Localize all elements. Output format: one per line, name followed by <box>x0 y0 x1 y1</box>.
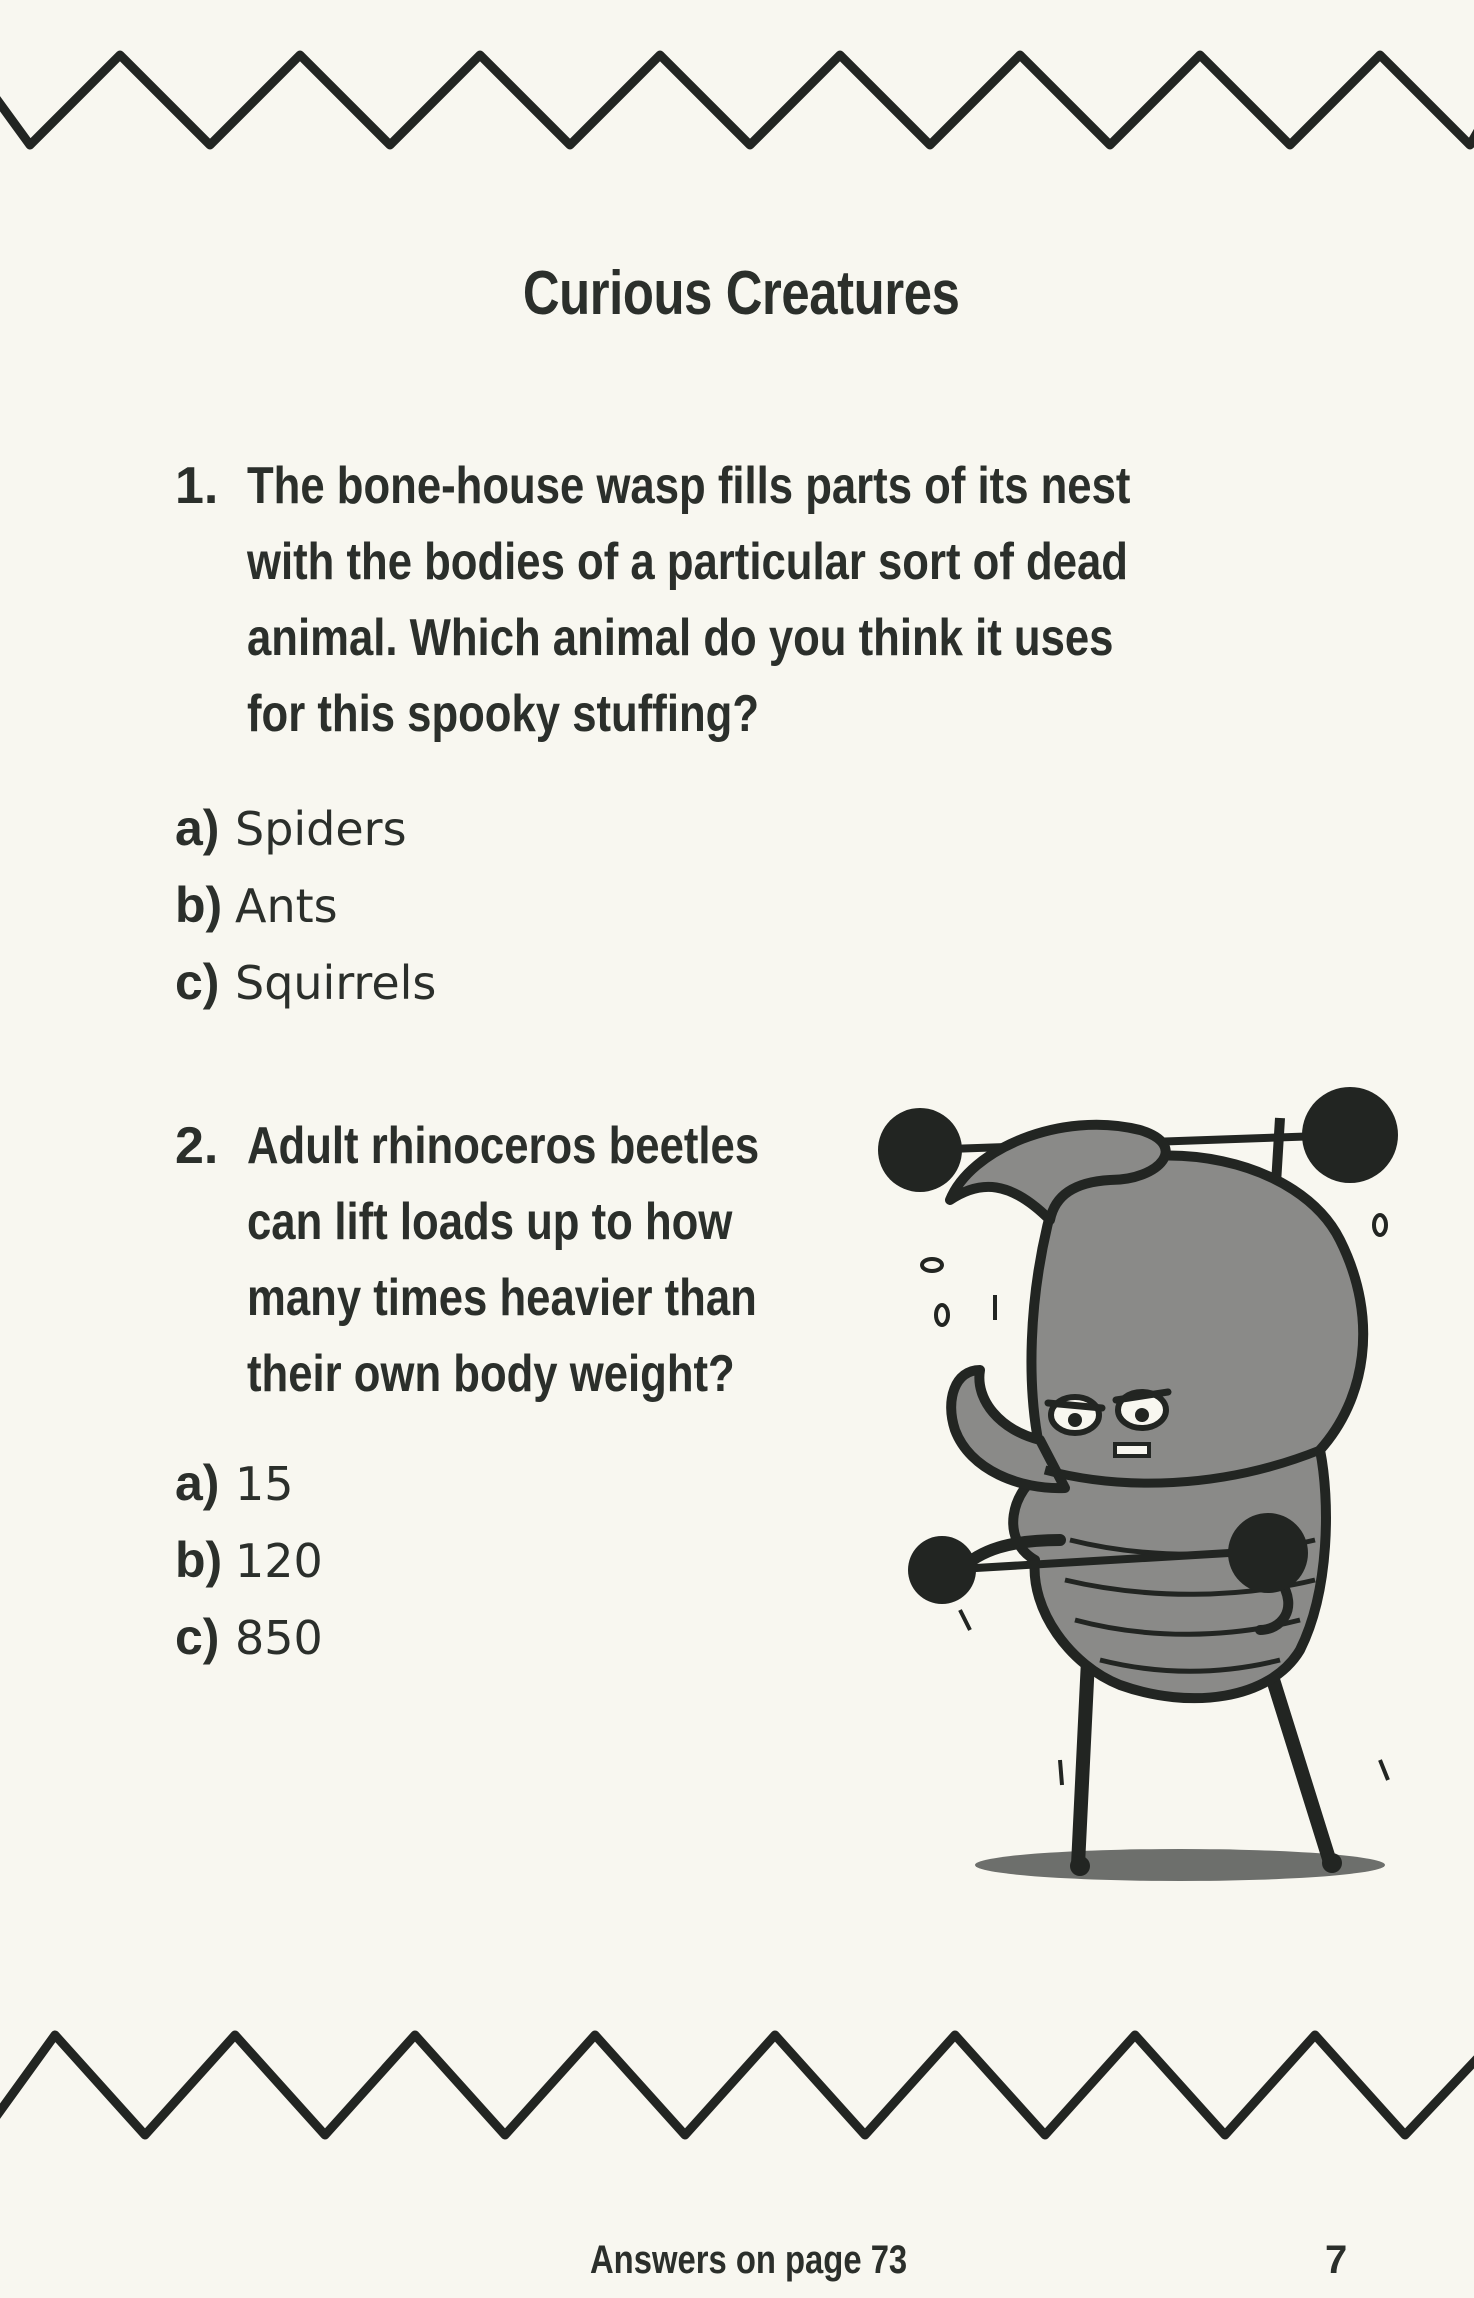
page-title: Curious Creatures <box>522 259 960 328</box>
question-line: Adult rhinoceros beetles <box>247 1117 760 1175</box>
answer-option: c) 850 <box>175 1609 323 1665</box>
question-text <box>247 1108 759 1412</box>
question-line: animal. Which animal do you think it uses <box>247 609 1114 667</box>
answer-option: b) Ants <box>175 877 338 933</box>
question-number: 2. <box>175 1117 219 1175</box>
answer-options-1 <box>175 790 436 1021</box>
answer-option: a) 15 <box>175 1455 294 1511</box>
zigzag-border-top <box>0 10 1474 160</box>
question-1 <box>175 448 1275 768</box>
answer-options-2 <box>175 1445 323 1676</box>
answer-option: c) Squirrels <box>175 954 437 1010</box>
question-line: The bone-house wasp fills parts of its nest <box>247 457 1131 515</box>
question-2 <box>175 1108 875 1428</box>
question-number: 1. <box>175 457 219 515</box>
rhinoceros-beetle-lifting-dumbbells-icon <box>860 1070 1420 1890</box>
question-line: can lift loads up to how <box>247 1193 733 1251</box>
answer-option: a) Spiders <box>175 800 407 856</box>
answers-reference: Answers on page 73 <box>590 2238 908 2282</box>
page-number: 7 <box>1325 2238 1348 2282</box>
question-line: many times heavier than <box>247 1269 757 1327</box>
question-line: for this spooky stuffing? <box>247 685 760 743</box>
question-text <box>247 448 1130 752</box>
answer-option: b) 120 <box>175 1532 323 1588</box>
question-line: their own body weight? <box>247 1345 735 1403</box>
zigzag-border-bottom <box>0 2025 1474 2175</box>
question-line: with the bodies of a particular sort of dead <box>247 533 1128 591</box>
